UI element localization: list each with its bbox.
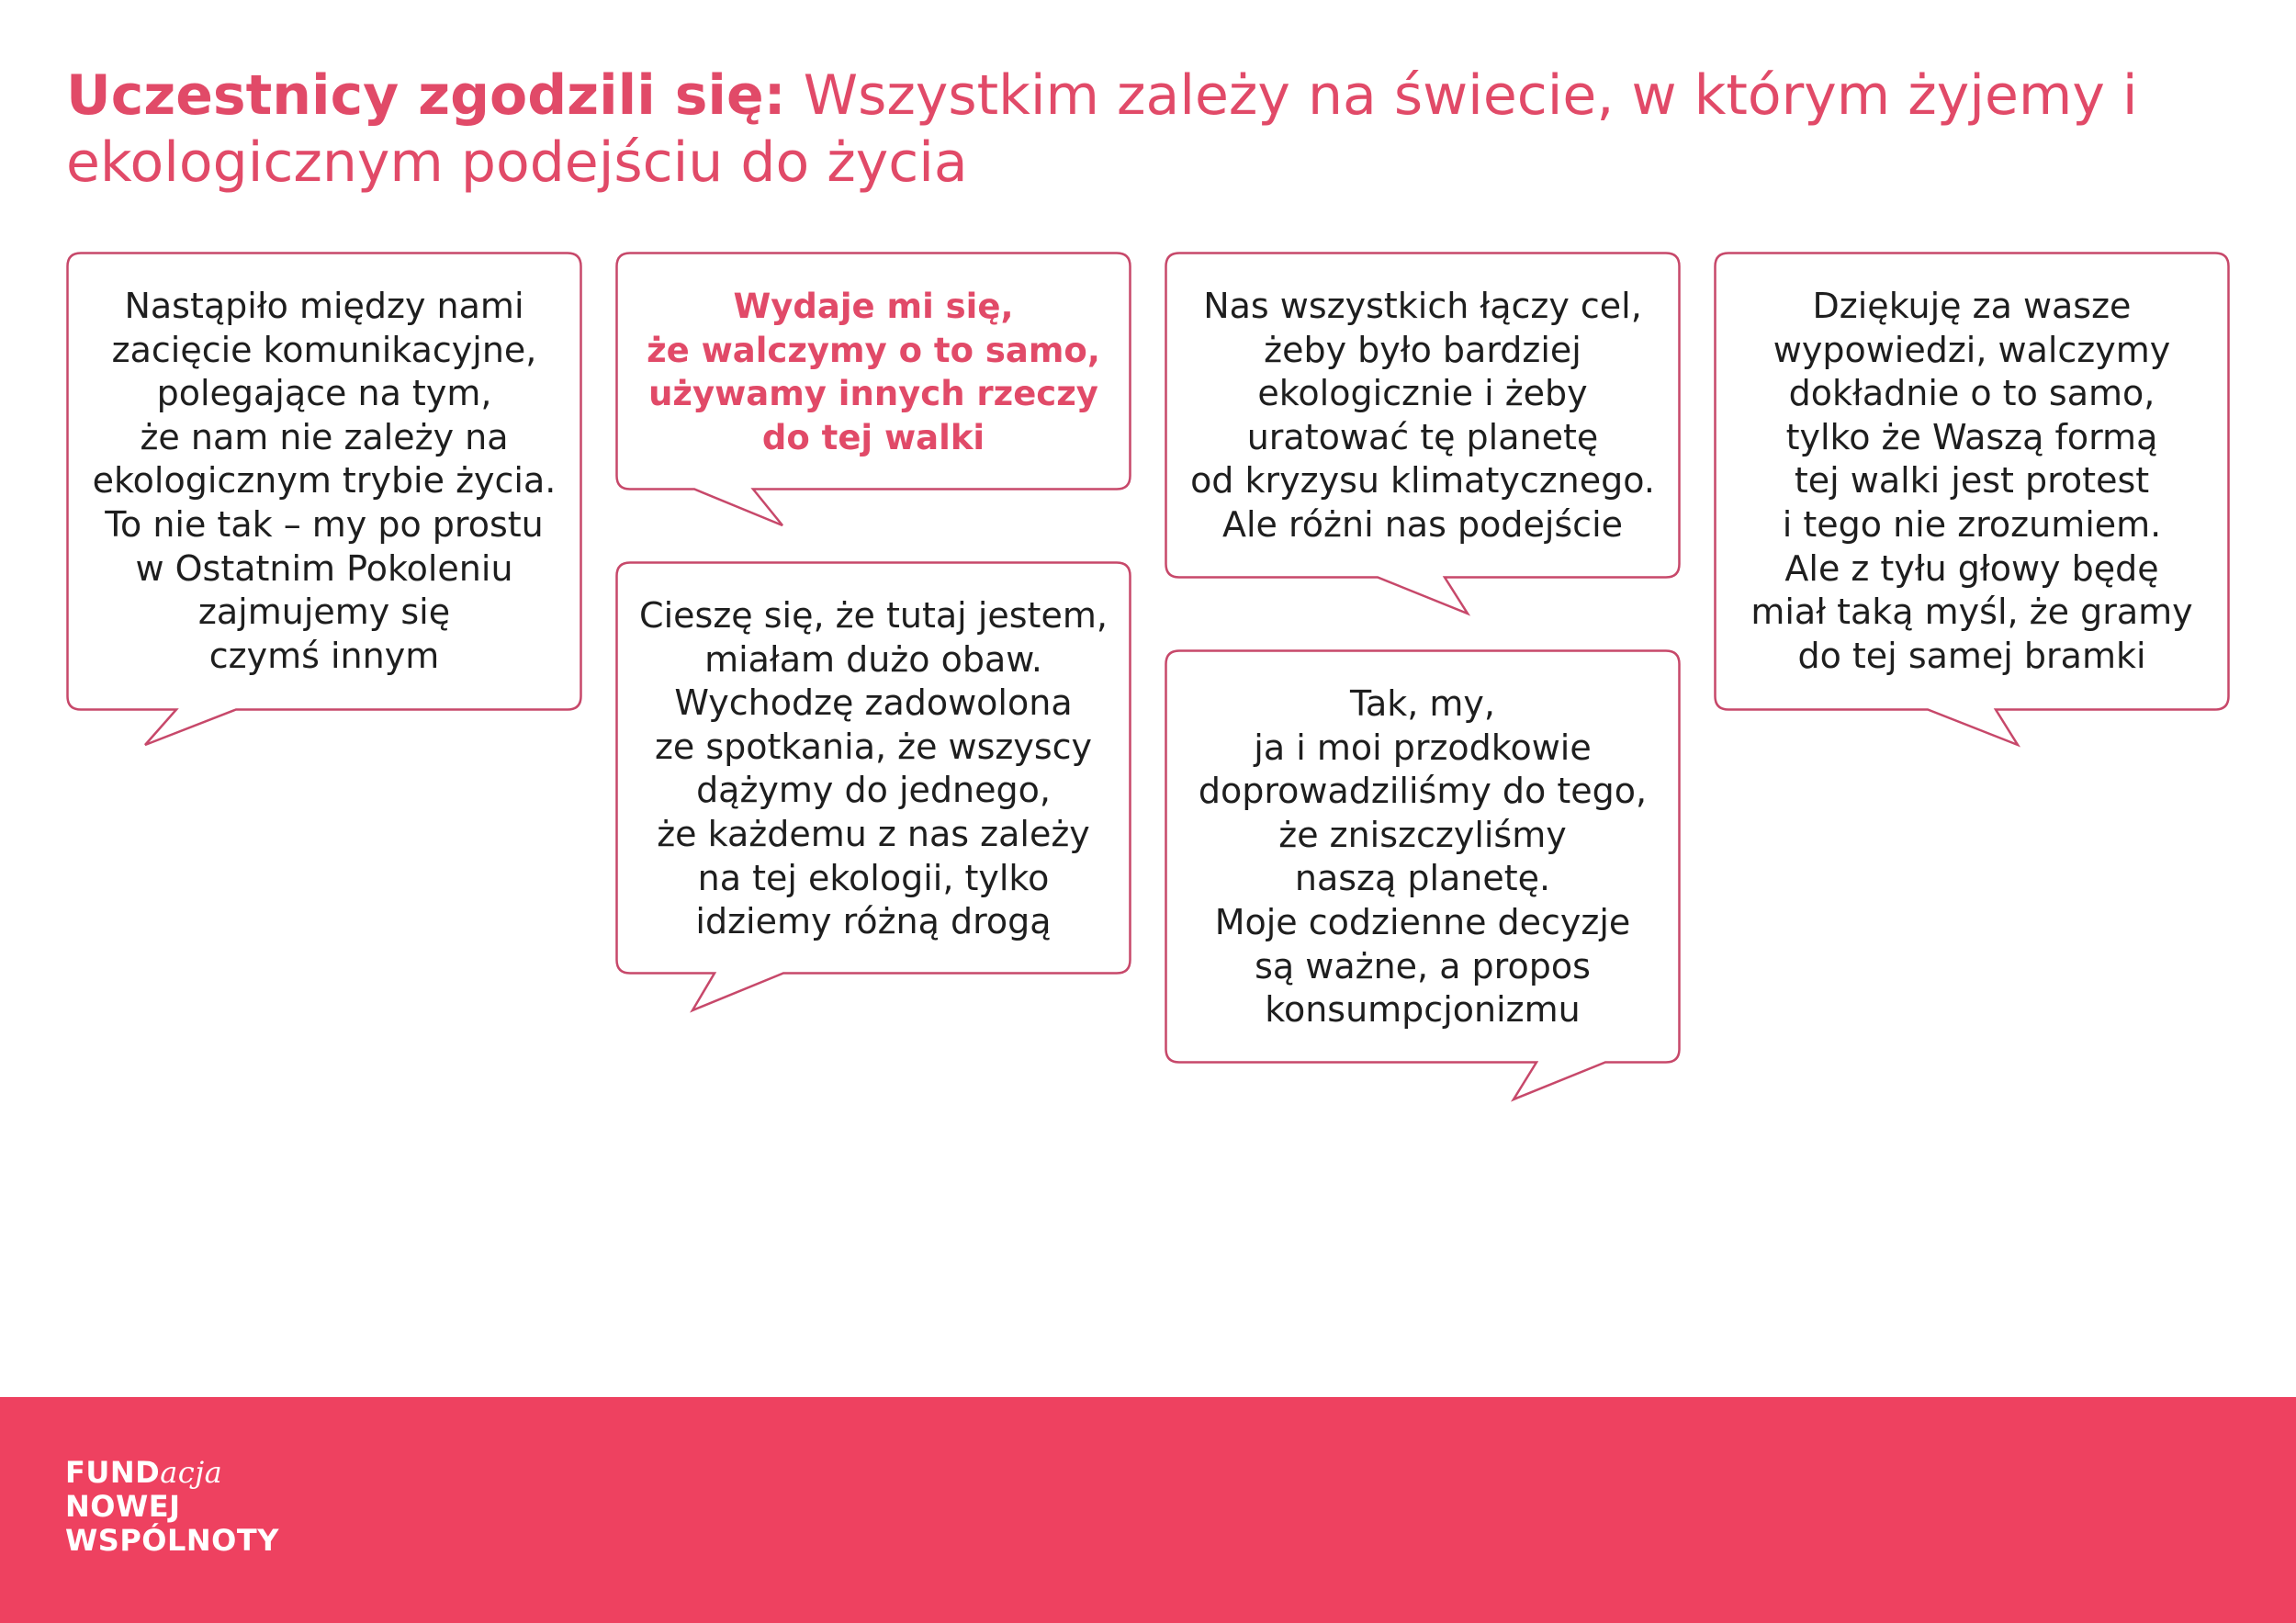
logo-line-3: WSPÓLNOTY bbox=[65, 1523, 279, 1558]
speech-bubble-3 bbox=[615, 561, 1131, 975]
title-rest: Wszystkim zależy na świecie, w którym żyjemy i ekologicznym podejściu do życia bbox=[66, 63, 2138, 195]
quote-text: Cieszę się, że tutaj jestem, miałam dużo obaw. Wychodzę zadowolona ze spotkania, że wszyscy dążymy do jednego, że każdemu z nas zależy na tej ekologii, tylko idziemy różną drogą bbox=[639, 595, 1108, 942]
footer-band bbox=[0, 1397, 2296, 1623]
logo-word-fund: FUND bbox=[65, 1455, 161, 1490]
speech-bubble-6 bbox=[1714, 252, 2230, 711]
quote-text: Nastąpiło między nami zacięcie komunikacyjne, polegające na tym, że nam nie zależy na ekologicznym trybie życia. To nie tak – my po prostu w Ostatnim Pokoleniu zajmujemy się czymś innym bbox=[92, 286, 557, 676]
logo-line-2: NOWEJ bbox=[65, 1489, 181, 1524]
quote-text: Tak, my, ja i moi przodkowie doprowadziliśmy do tego, że zniszczyliśmy naszą planetę. Moje codzienne decyzje są ważne, a propos konsumpcjonizmu bbox=[1198, 683, 1648, 1031]
quote-text: Dziękuję za wasze wypowiedzi, walczymy dokładnie o to samo, tylko że Waszą formą tej walki jest protest i tego nie zrozumiem. Ale z tyłu głowy będę miał taką myśl, że gramy do tej samej bramki bbox=[1750, 286, 2193, 676]
logo-line-1 bbox=[65, 1456, 279, 1490]
speech-bubble-2 bbox=[615, 252, 1131, 490]
page-title bbox=[66, 62, 2178, 197]
logo-word-acja: acja bbox=[160, 1455, 223, 1490]
quote-text-highlighted: Wydaje mi się, że walczymy o to samo, używamy innych rzeczy do tej walki bbox=[647, 287, 1100, 457]
foundation-logo bbox=[65, 1456, 279, 1558]
speech-bubble-1 bbox=[66, 252, 582, 711]
speech-bubble-5 bbox=[1165, 649, 1681, 1064]
title-lead: Uczestnicy zgodzili się: bbox=[66, 63, 786, 128]
quote-text: Nas wszystkich łączy cel, żeby było bardziej ekologicznie i żeby uratować tę planetę od kryzysu klimatycznego. Ale różni nas podejście bbox=[1190, 286, 1655, 545]
speech-bubble-4 bbox=[1165, 252, 1681, 579]
